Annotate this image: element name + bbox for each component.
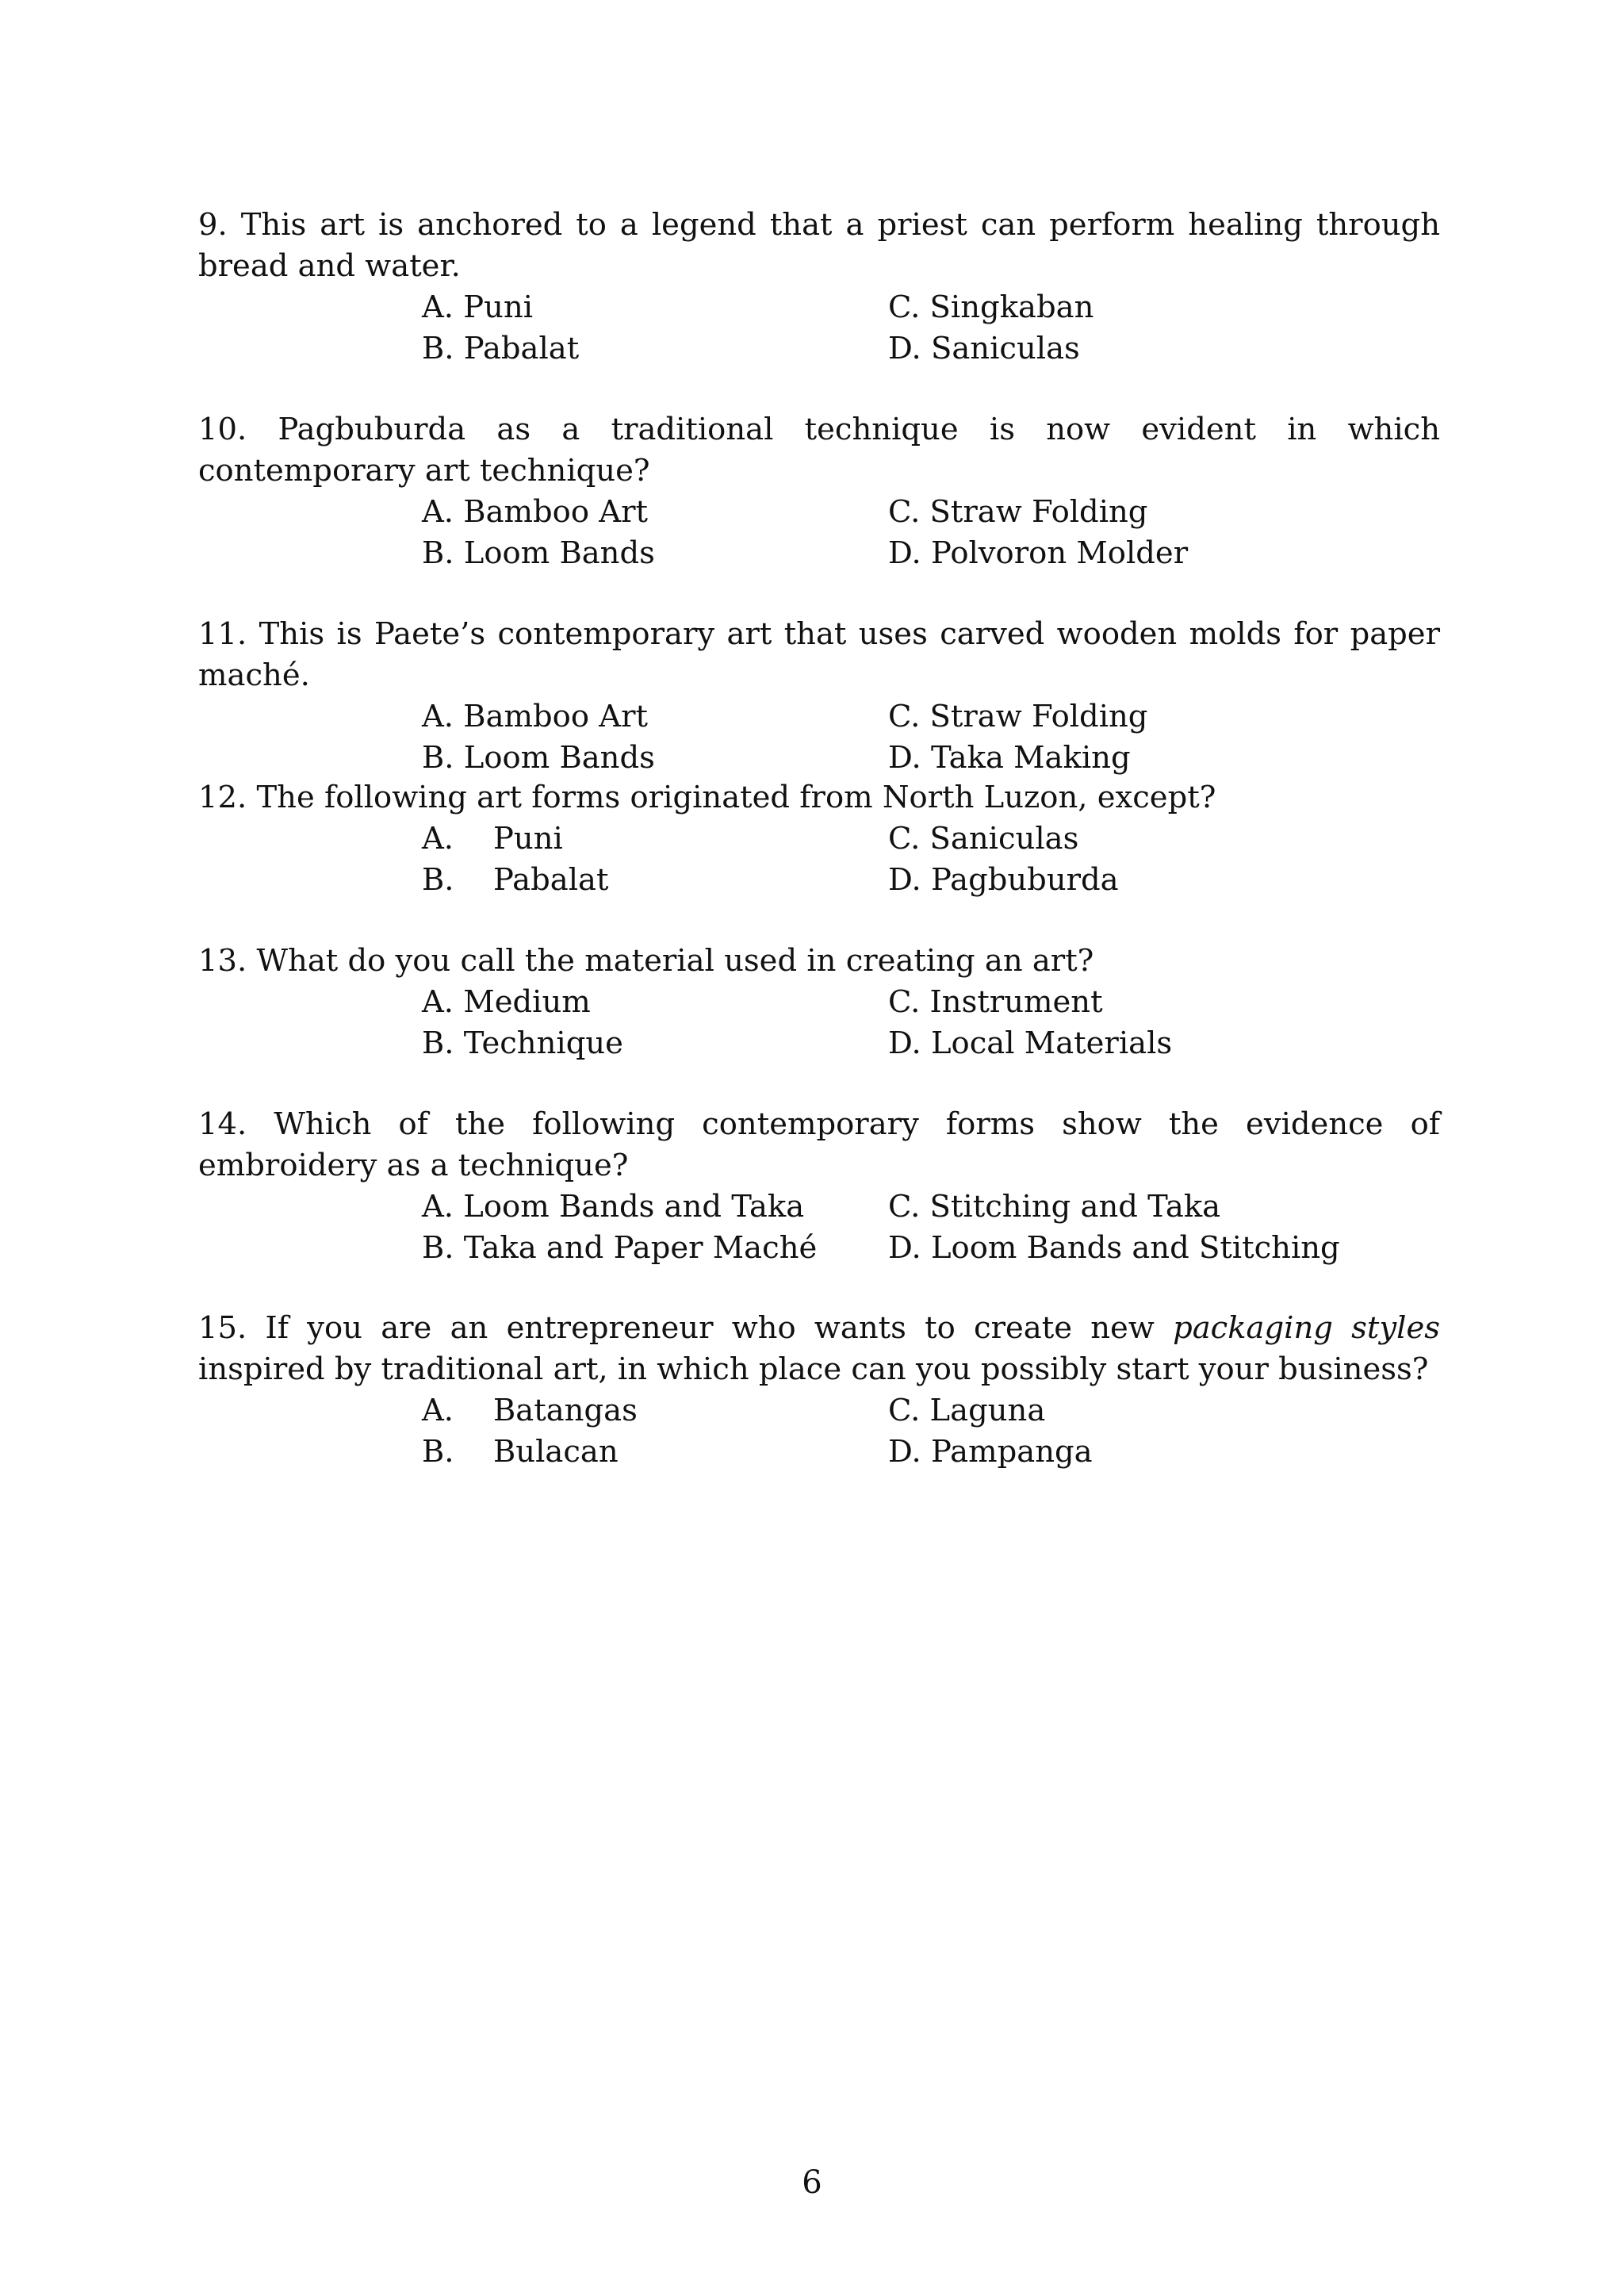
question-14 (198, 1104, 1440, 1269)
choice-b: B. Loom Bands (422, 535, 655, 571)
question-text: 9. This art is anchored to a legend that a priest can perform healing through bread and water. (198, 207, 1440, 284)
choice-row (422, 287, 1440, 328)
choice-letter: A. (422, 821, 454, 857)
choice-value: Batangas (493, 1393, 638, 1428)
choice-d: D. Taka Making (888, 740, 1131, 776)
choice-a: A. Bamboo Art (422, 494, 648, 530)
choice-letter: B. (422, 862, 454, 898)
choice-b: B. Loom Bands (422, 740, 655, 776)
choice-row (422, 696, 1440, 738)
choice-d: D. Loom Bands and Stitching (888, 1230, 1340, 1266)
choice-b: B. Pabalat (422, 331, 580, 366)
choice-row (422, 982, 1440, 1023)
choice-a: A. Loom Bands and Taka (422, 1189, 805, 1225)
choice-row (422, 1390, 1440, 1432)
choice-c: C. Saniculas (888, 821, 1079, 857)
choice-row (422, 492, 1440, 533)
question-text-emphasis: packaging styles (1173, 1310, 1441, 1346)
question-text: 12. The following art forms originated from North Luzon, except? (198, 780, 1216, 815)
choice-row (422, 1023, 1440, 1064)
choice-value: Puni (493, 821, 563, 857)
choice-a: A. Bamboo Art (422, 699, 648, 734)
choice-d: D. Local Materials (888, 1025, 1173, 1061)
question-12 (198, 777, 1440, 901)
choice-d: D. Saniculas (888, 331, 1080, 366)
choice-b (422, 1432, 619, 1473)
choice-row (422, 738, 1440, 779)
choice-b: B. Technique (422, 1025, 623, 1061)
choices (422, 1186, 1440, 1269)
choice-row (422, 860, 1440, 901)
choices (422, 492, 1440, 574)
question-10 (198, 409, 1440, 574)
choice-c: C. Straw Folding (888, 699, 1148, 734)
choice-value: Bulacan (493, 1434, 619, 1470)
choice-c: C. Singkaban (888, 289, 1094, 325)
choice-value: Pabalat (493, 862, 609, 898)
question-text: 11. This is Paete’s contemporary art that uses carved wooden molds for paper maché. (198, 616, 1440, 693)
choice-row (422, 818, 1440, 860)
question-9 (198, 205, 1440, 370)
question-15 (198, 1308, 1440, 1473)
choice-d: D. Pampanga (888, 1434, 1093, 1470)
choice-row (422, 533, 1440, 574)
question-11 (198, 614, 1440, 779)
choices (422, 1390, 1440, 1473)
question-13 (198, 941, 1440, 1064)
choice-a (422, 1390, 638, 1432)
choice-c: C. Straw Folding (888, 494, 1148, 530)
question-text: 13. What do you call the material used in creating an art? (198, 943, 1094, 979)
choice-row (422, 328, 1440, 370)
question-text: 14. Which of the following contemporary forms show the evidence of embroidery as a technique? (198, 1106, 1440, 1183)
choice-d: D. Pagbuburda (888, 862, 1119, 898)
choice-c: C. Instrument (888, 984, 1103, 1020)
page-number: 6 (802, 2164, 822, 2201)
choice-row (422, 1228, 1440, 1269)
choices (422, 287, 1440, 370)
choice-a: A. Medium (422, 984, 591, 1020)
question-text (198, 1308, 1440, 1390)
choice-a (422, 818, 563, 860)
choice-b (422, 860, 608, 901)
choice-a: A. Puni (422, 289, 534, 325)
choices (422, 818, 1440, 901)
question-text-end: inspired by traditional art, in which place can you possibly start your business? (198, 1351, 1429, 1387)
choice-d: D. Polvoron Molder (888, 535, 1189, 571)
choices (422, 696, 1440, 779)
choice-c: C. Stitching and Taka (888, 1189, 1221, 1225)
choice-row (422, 1186, 1440, 1228)
choice-row (422, 1432, 1440, 1473)
choice-letter: B. (422, 1434, 454, 1470)
choice-b: B. Taka and Paper Maché (422, 1230, 818, 1266)
question-text: 10. Pagbuburda as a traditional technique is now evident in which contemporary art technique? (198, 412, 1440, 489)
choice-letter: A. (422, 1393, 454, 1428)
choice-c: C. Laguna (888, 1393, 1046, 1428)
question-text-start: 15. If you are an entrepreneur who wants to create new (198, 1310, 1174, 1346)
choices (422, 982, 1440, 1064)
